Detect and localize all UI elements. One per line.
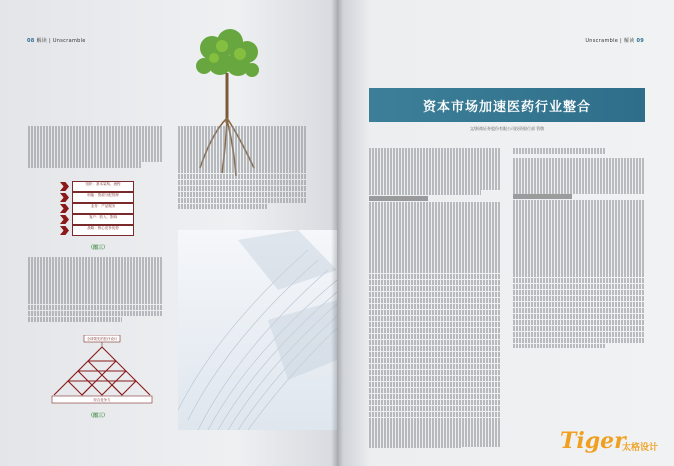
- article-title-banner: [369, 88, 645, 122]
- right-section-label: 解读: [623, 38, 635, 44]
- subhead-industry-consolidation: [369, 196, 428, 202]
- article-title: 资本市场加速医药行业整合: [422, 100, 591, 115]
- diagram-box-1: 组织：基本架构、流程: [72, 181, 134, 192]
- article-byline: 文/浙商证券股份有限公司投资银行部 管敬: [469, 126, 545, 131]
- diagram-box-2: 职能：资源分配管理: [72, 192, 134, 203]
- left-page-number: 08: [27, 38, 35, 44]
- left-page-header: [27, 37, 86, 44]
- core-competence-diagram: [60, 180, 138, 240]
- watermark-brand: Tiger: [560, 428, 626, 454]
- left-text-column-2: [28, 257, 162, 329]
- spread-gutter-shadow: [331, 0, 343, 466]
- right-page-number: 09: [636, 38, 644, 44]
- diagram-box-5: 战略：核心竞争优势: [72, 225, 134, 236]
- abstract-paper-photo: [178, 230, 337, 430]
- watermark-brand-cn: 太格设计: [622, 443, 659, 453]
- pyramid-top-label: 全球领先的医疗设计: [86, 337, 118, 341]
- figure2-caption: （图三）: [88, 413, 109, 419]
- right-series-label: Unscramble: [585, 38, 619, 44]
- subhead-capital-operation: [513, 194, 572, 200]
- left-separator: |: [48, 38, 51, 44]
- left-text-column-1: [28, 126, 162, 184]
- left-text-column-3: [178, 126, 306, 216]
- left-section-label: 解读: [36, 38, 48, 44]
- right-page: [337, 0, 674, 466]
- pyramid-base-label: 综合竞争力: [93, 398, 111, 402]
- competitiveness-pyramid-diagram: [48, 335, 156, 407]
- left-series-label: Unscramble: [52, 38, 86, 44]
- right-page-header: [585, 37, 644, 44]
- tiger-design-watermark-logo: [558, 422, 662, 456]
- right-separator: |: [620, 38, 623, 44]
- right-text-column-1: [369, 148, 501, 448]
- right-text-column-2: [513, 148, 645, 348]
- figure1-caption: （图三）: [88, 245, 109, 251]
- diagram-box-3: 业务：产品服务: [72, 203, 134, 214]
- diagram-box-4: 客户：收入、影响: [72, 214, 134, 225]
